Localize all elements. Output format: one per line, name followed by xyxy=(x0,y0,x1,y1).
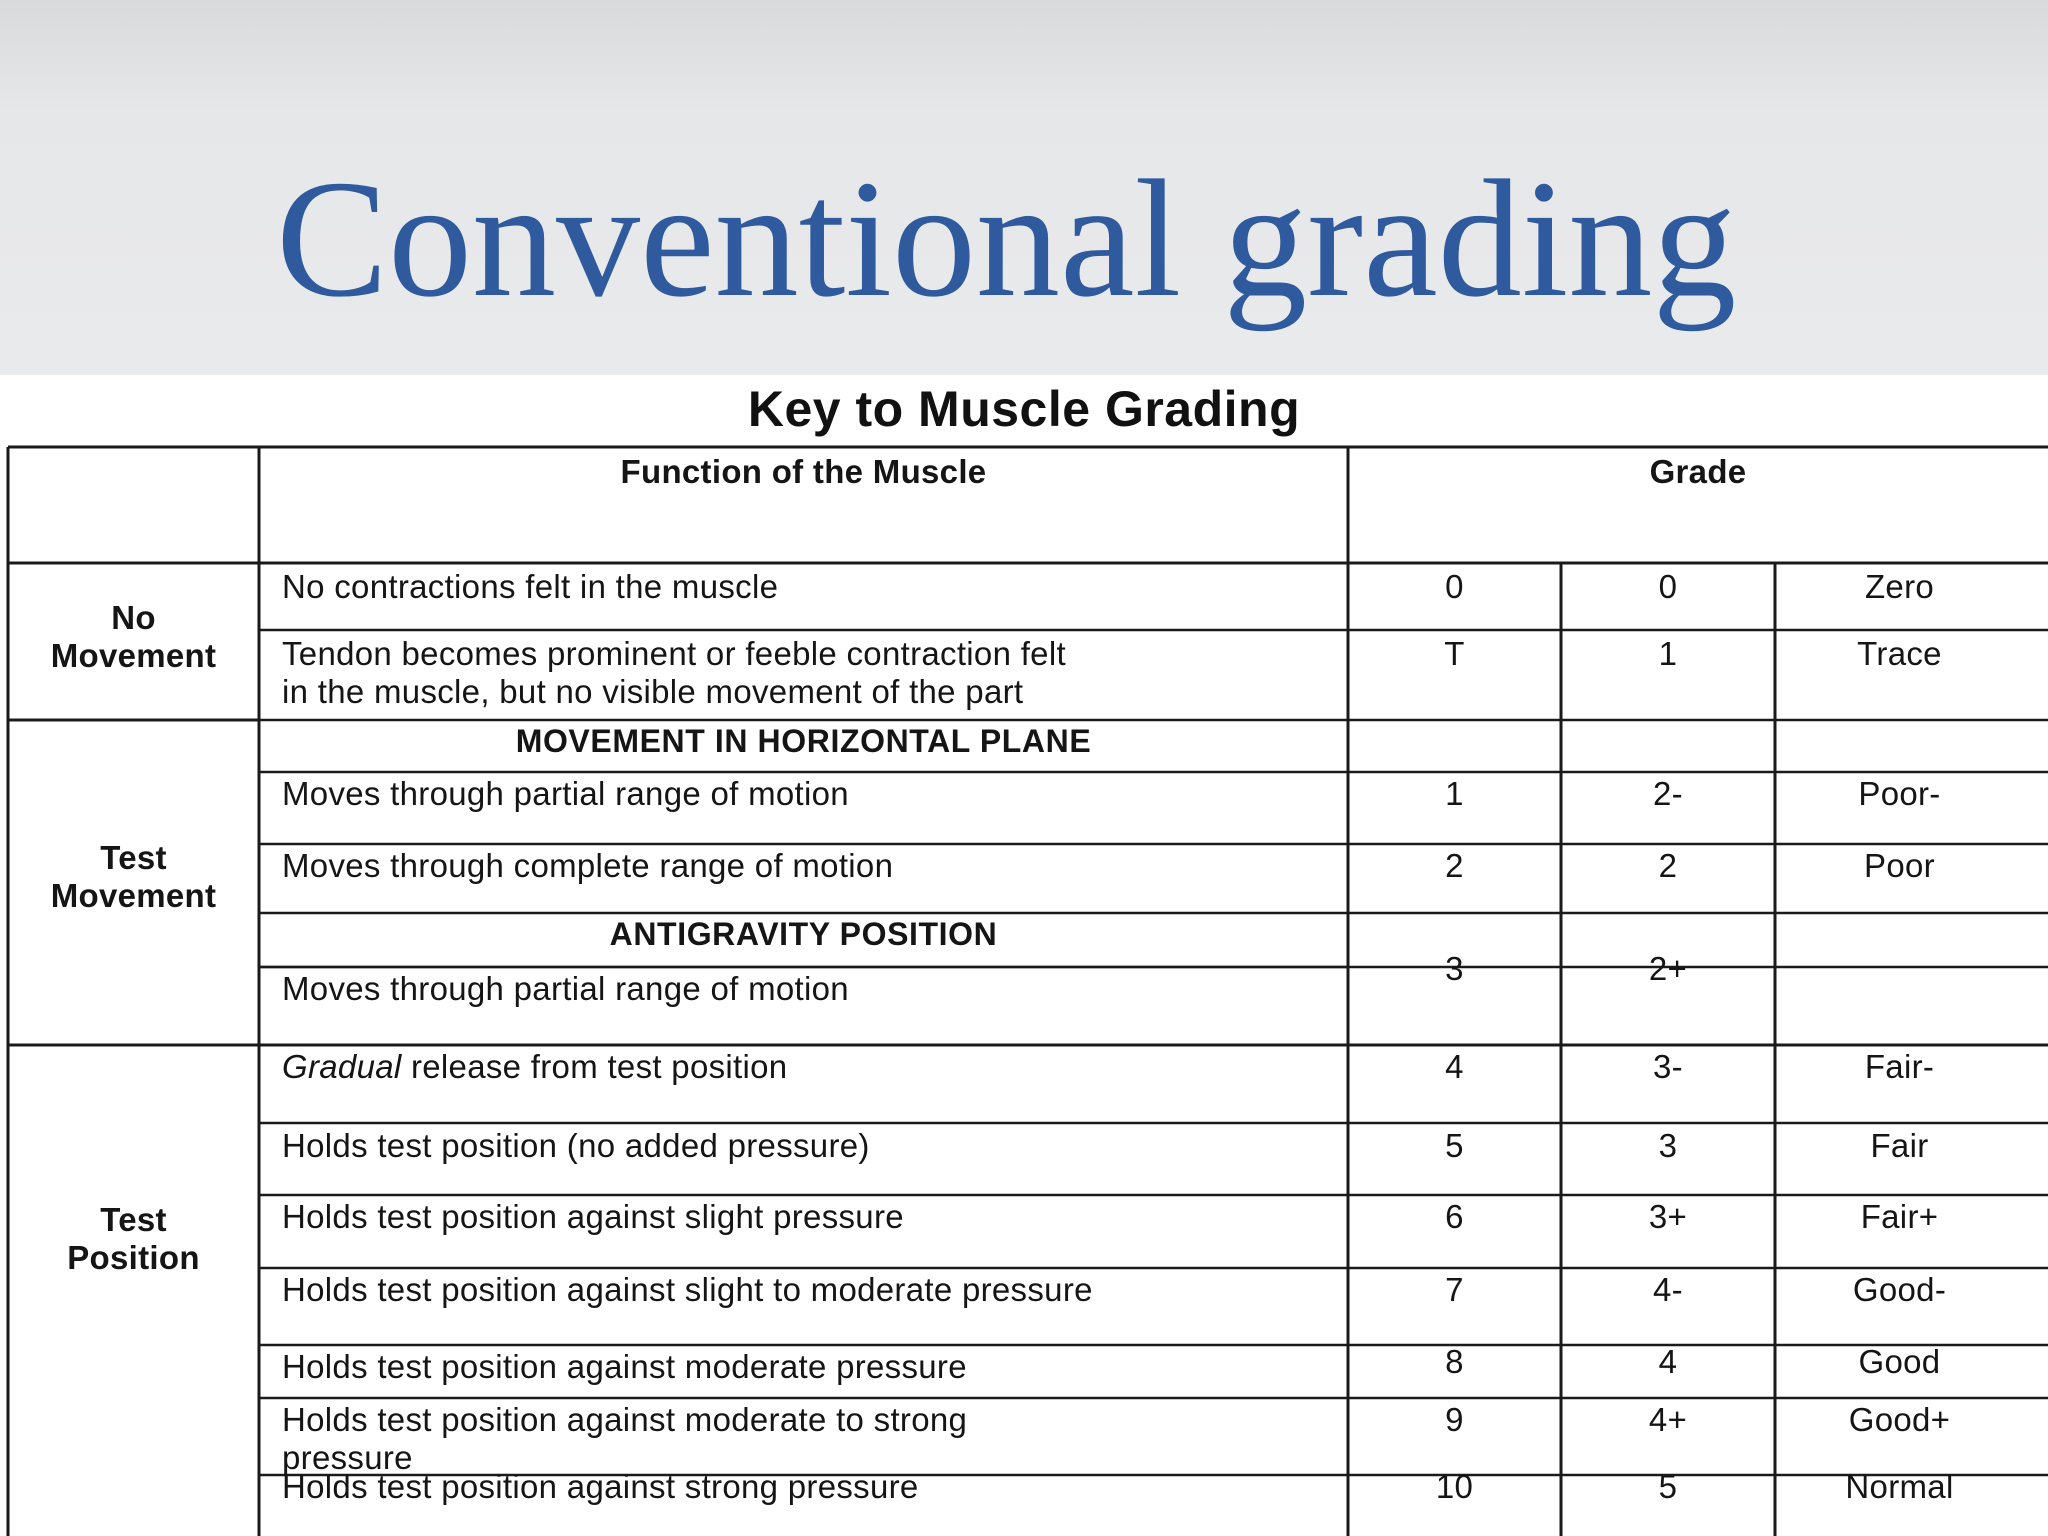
row-3-function: Moves through complete range of motion xyxy=(282,847,894,884)
row-4-function: Moves through partial range of motion xyxy=(282,970,849,1007)
row-7-scale-grade: 3+ xyxy=(1648,1198,1688,1235)
row-5-scale-grade: 3- xyxy=(1653,1048,1683,1085)
row-2-word-grade: Poor- xyxy=(1858,775,1941,812)
row-7-numeric-grade: 6 xyxy=(1445,1198,1464,1235)
row-6-function: Holds test position (no added pressure) xyxy=(282,1127,870,1164)
subhead-antigravity: ANTIGRAVITY POSITION xyxy=(609,916,998,952)
row-2-numeric-grade: 1 xyxy=(1445,775,1464,812)
row-10-word-grade: Good+ xyxy=(1848,1401,1951,1438)
row-9-word-grade: Good xyxy=(1858,1343,1941,1380)
header-grade: Grade xyxy=(1649,453,1747,490)
row-4-numeric-grade: 3 xyxy=(1445,950,1464,987)
row-7-function: Holds test position against slight pressure xyxy=(282,1198,904,1235)
row-0-word-grade: Zero xyxy=(1864,568,1935,605)
row-9-scale-grade: 4 xyxy=(1658,1343,1678,1380)
row-8-function: Holds test position against slight to moderate pressure xyxy=(282,1271,1093,1308)
row-8-numeric-grade: 7 xyxy=(1445,1271,1464,1308)
row-11-scale-grade: 5 xyxy=(1658,1468,1678,1505)
row-1-function: Tendon becomes prominent or feeble contraction felt in the muscle, but no visible movement of the part xyxy=(282,635,1066,710)
row-6-word-grade: Fair xyxy=(1870,1127,1929,1164)
row-5-numeric-grade: 4 xyxy=(1445,1048,1464,1085)
header-function: Function of the Muscle xyxy=(620,453,987,490)
table-title: Key to Muscle Grading xyxy=(747,381,1301,437)
row-10-numeric-grade: 9 xyxy=(1445,1401,1464,1438)
row-3-numeric-grade: 2 xyxy=(1445,847,1464,884)
row-1-scale-grade: 1 xyxy=(1658,635,1678,672)
row-11-function: Holds test position against strong pressure xyxy=(282,1468,919,1505)
row-6-numeric-grade: 5 xyxy=(1445,1127,1464,1164)
row-10-function: Holds test position against moderate to strong pressure xyxy=(282,1401,968,1476)
row-6-scale-grade: 3 xyxy=(1658,1127,1678,1164)
row-0-numeric-grade: 0 xyxy=(1445,568,1464,605)
row-11-numeric-grade: 10 xyxy=(1435,1468,1474,1505)
slide-title: Conventional grading xyxy=(276,146,1737,332)
row-1-word-grade: Trace xyxy=(1857,635,1942,672)
row-3-word-grade: Poor xyxy=(1864,847,1935,884)
row-8-scale-grade: 4- xyxy=(1653,1271,1683,1308)
row-10-scale-grade: 4+ xyxy=(1648,1401,1688,1438)
row-2-function: Moves through partial range of motion xyxy=(282,775,849,812)
group-no-movement: No Movement xyxy=(50,599,217,674)
row-5-word-grade: Fair- xyxy=(1864,1048,1935,1085)
row-11-word-grade: Normal xyxy=(1845,1468,1954,1505)
muscle-grading-figure xyxy=(0,375,2048,1536)
row-3-scale-grade: 2 xyxy=(1658,847,1678,884)
subhead-horizontal-plane: MOVEMENT IN HORIZONTAL PLANE xyxy=(515,723,1092,759)
row-1-numeric-grade: T xyxy=(1444,635,1465,672)
row-5-function: Gradual release from test position xyxy=(282,1048,788,1085)
row-4-scale-grade: 2+ xyxy=(1648,950,1688,987)
row-9-numeric-grade: 8 xyxy=(1445,1343,1464,1380)
group-test-position: Test Position xyxy=(67,1201,200,1276)
row-5-function-emphasis: Gradual xyxy=(282,1048,402,1085)
row-0-scale-grade: 0 xyxy=(1658,568,1678,605)
row-2-scale-grade: 2- xyxy=(1653,775,1683,812)
row-8-word-grade: Good- xyxy=(1852,1271,1947,1308)
group-test-movement: Test Movement xyxy=(50,839,217,914)
row-9-function: Holds test position against moderate pressure xyxy=(282,1348,967,1385)
row-0-function: No contractions felt in the muscle xyxy=(282,568,779,605)
row-7-word-grade: Fair+ xyxy=(1860,1198,1939,1235)
slide-header xyxy=(0,0,2048,375)
